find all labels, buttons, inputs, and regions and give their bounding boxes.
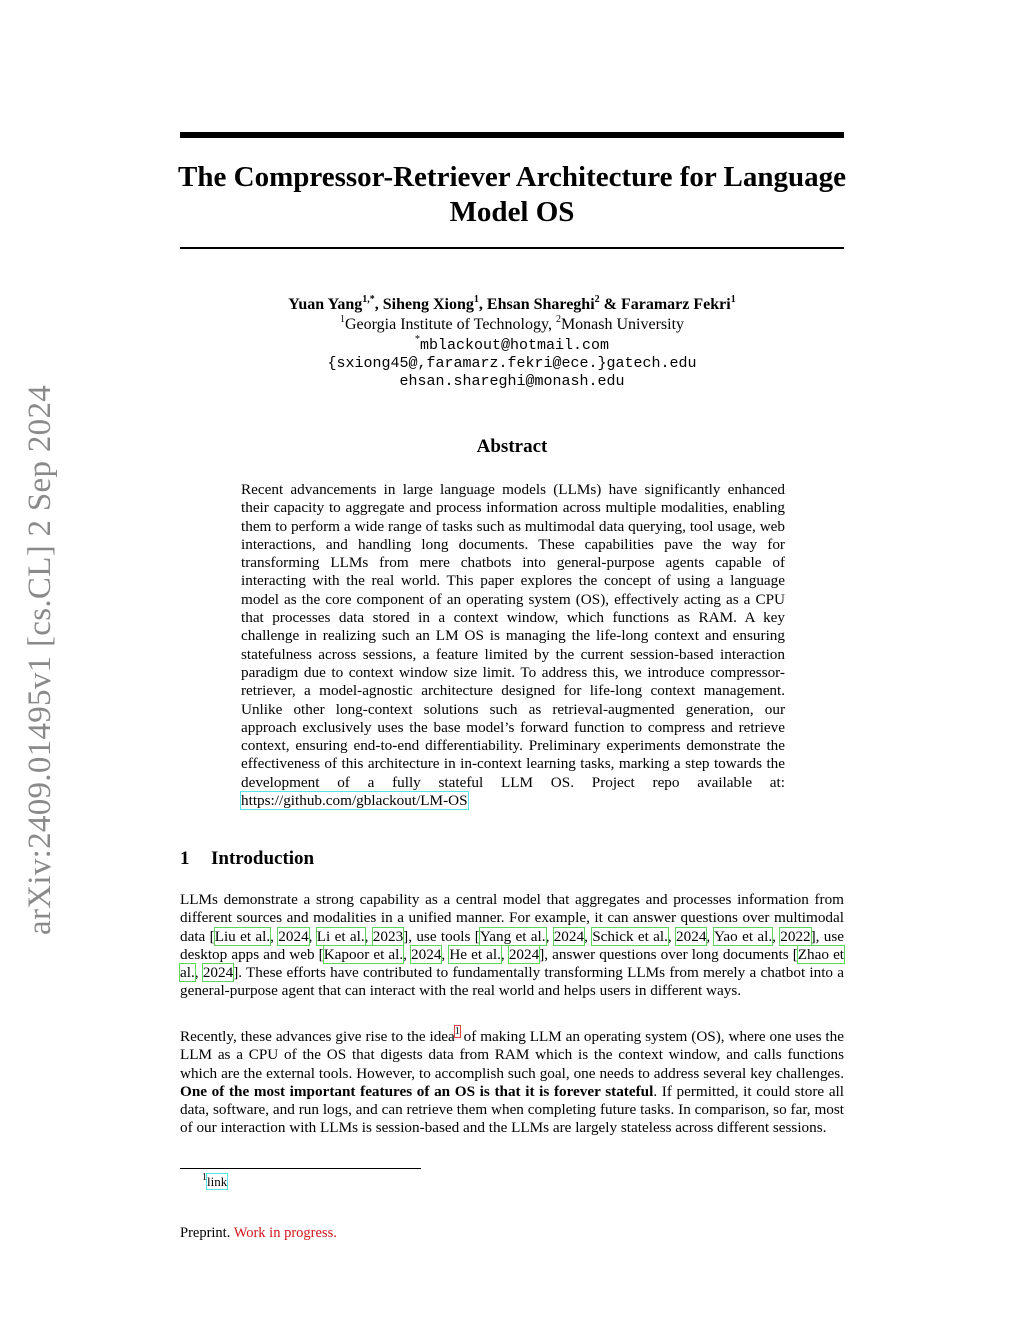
arxiv-stamp: arXiv:2409.01495v1 [cs.CL] 2 Sep 2024: [22, 384, 58, 935]
author-sup: 1: [473, 293, 479, 305]
author-sep: ,: [478, 296, 487, 313]
author-name: Ehsan Shareghi: [486, 296, 595, 313]
author-sup: 1: [730, 293, 736, 305]
preprint-label: Preprint.: [180, 1225, 234, 1241]
email-address[interactable]: mblackout@hotmail.com: [419, 337, 610, 354]
preprint-notice: [180, 1225, 337, 1242]
citation-link[interactable]: 2024: [508, 945, 540, 963]
citation-link[interactable]: He et al.: [449, 945, 501, 963]
footnote-ref[interactable]: 1: [454, 1025, 460, 1037]
author-list: [160, 295, 864, 315]
author-sup: 1,*: [362, 293, 375, 305]
section-title: Introduction: [211, 848, 315, 869]
author-name: Faramarz Fekri: [620, 296, 731, 313]
para-text: ], use desktop apps and web [: [180, 927, 845, 963]
email-line[interactable]: {sxiong45@,faramarz.fekri@ece.}gatech.edu: [327, 355, 697, 372]
repo-link[interactable]: https://github.com/gblackout/LM-OS: [241, 792, 468, 810]
affiliations: [160, 315, 864, 334]
section-number: 1: [180, 848, 190, 869]
citation-link[interactable]: Liu et al.: [214, 927, 271, 945]
emphasis-text: One of the most important features of an OS is that it is forever stateful: [180, 1082, 654, 1100]
email-sup: *: [414, 334, 420, 345]
title-bottom-rule: [180, 247, 844, 249]
paper-title: The Compressor-Retriever Architecture for Language Model OS: [178, 161, 846, 228]
citation-link[interactable]: Kapoor et al.: [323, 945, 404, 963]
citation-link[interactable]: 2024: [411, 945, 442, 963]
preprint-status: Work in progress.: [233, 1225, 337, 1241]
abstract-heading: Abstract: [476, 436, 548, 457]
citation-link[interactable]: 2022: [780, 927, 811, 945]
affil-inst: Monash University: [560, 316, 685, 333]
email-line: [160, 336, 864, 355]
footnote: [202, 1171, 228, 1190]
citation-link[interactable]: Yao et al.: [713, 927, 773, 945]
affil-sup: 2: [555, 313, 561, 325]
paragraph: LLMs demonstrate a strong capability as a central model that aggregates and processes information from different sources and modalities in a unified manner. For example, it can answer questions over multimodal data [Liu et al., 2024, Li et al., 2023], use tools [Yang et al., 2024, Schick et al., 2024, Yao et al., 2022], use desktop apps and web [Kapoor et al., 2024, He et al., 2024], answer questions over long documents [Zhao et al., 2024]. These efforts have contributed to fundamentally transforming LLMs from merely a chatbot into a general-purpose agent that can interact with the real world and helps users in different ways.: [180, 891, 845, 1000]
section-heading: [180, 848, 314, 870]
citation-link[interactable]: Zhao et al.: [180, 945, 845, 982]
author-sep: ,: [374, 296, 383, 313]
para-text: ]. These efforts have contributed to fundamentally transforming LLMs from merely a chatbot into a general-purpose agent that can interact with the real world and helps users in different ways.: [180, 964, 845, 1000]
paragraph: [180, 1025, 844, 1138]
author-name: Yuan Yang: [288, 296, 363, 313]
abstract-body: [241, 481, 785, 810]
para-text: ], use tools [: [403, 927, 480, 945]
title-top-rule: [180, 132, 844, 138]
para-text: ], answer questions over long documents [: [539, 945, 798, 963]
citation-link[interactable]: Schick et al.: [592, 927, 668, 945]
para-text: LLMs demonstrate a strong capability as a central model that aggregates and processes information from different sources and modalities in a unified manner. For example, it can answer questions over multimodal data [: [180, 891, 844, 945]
abstract-text: Recent advancements in large language models (LLMs) have significantly enhanced their capacity to aggregate and process information across multiple modalities, enabling them to perform a wide range of tasks such as multimodal data querying, tool usage, web interactions, and handling long documents. These capabilities pave the way for transforming LLMs from mere chatbots into general-purpose agents capable of interacting with the real world. This paper explores the concept of using a language model as the core component of an operating system (OS), effectively acting as a CPU that processes data stored in a context window, which functions as RAM. A key challenge in realizing such an LM OS is managing the life-long context and ensuring statefulness across sessions, a feature limited by the current session-based interaction paradigm due to context window size limit. To address this, we introduce compressor-retriever, a model-agnostic architecture designed for life-long context management. Unlike other long-context solutions such as retrieval-augmented generation, our approach exclusively uses the base model’s forward function to compress and retrieve context, ensuring end-to-end differentiability. Preliminary experiments demonstrate the effectiveness of this architecture in in-context learning tasks, marking a step towards the development of a fully stateful LLM OS. Project repo available at:: [241, 481, 785, 791]
footnote-mark: 1: [202, 1171, 207, 1183]
para-text: . If permitted, it could store all data, software, and run logs, and can retrieve them when completing future tasks. In comparison, so far, most of our interaction with LLMs is session-based and the LLMs are largely stateless across different sessions.: [180, 1082, 844, 1137]
citation-link[interactable]: 2024: [676, 927, 707, 945]
citation-link[interactable]: 2023: [372, 927, 404, 945]
para-text: Recently, these advances give rise to the idea: [180, 1028, 455, 1045]
email-line[interactable]: ehsan.shareghi@monash.edu: [399, 373, 625, 390]
author-sep: &: [599, 296, 621, 313]
footnote-link[interactable]: link: [207, 1174, 228, 1189]
footnote-rule: [180, 1168, 421, 1169]
affil-inst: Georgia Institute of Technology,: [344, 316, 556, 333]
affil-sup: 1: [339, 313, 345, 325]
citation-link[interactable]: 2024: [278, 927, 309, 945]
para-text: of making LLM an operating system (OS), where one uses the LLM as a CPU of the OS that digests data from RAM which is the context window, and calls functions which are the external tools. However, to accomplish such goal, one needs to address several key challenges.: [180, 1028, 844, 1082]
citation-link[interactable]: 2024: [553, 927, 585, 945]
author-sup: 2: [594, 293, 600, 305]
citation-link[interactable]: Li et al.: [316, 927, 365, 945]
citation-link[interactable]: Yang et al.: [479, 927, 546, 945]
author-name: Siheng Xiong: [382, 296, 474, 313]
citation-link[interactable]: 2024: [202, 964, 234, 982]
